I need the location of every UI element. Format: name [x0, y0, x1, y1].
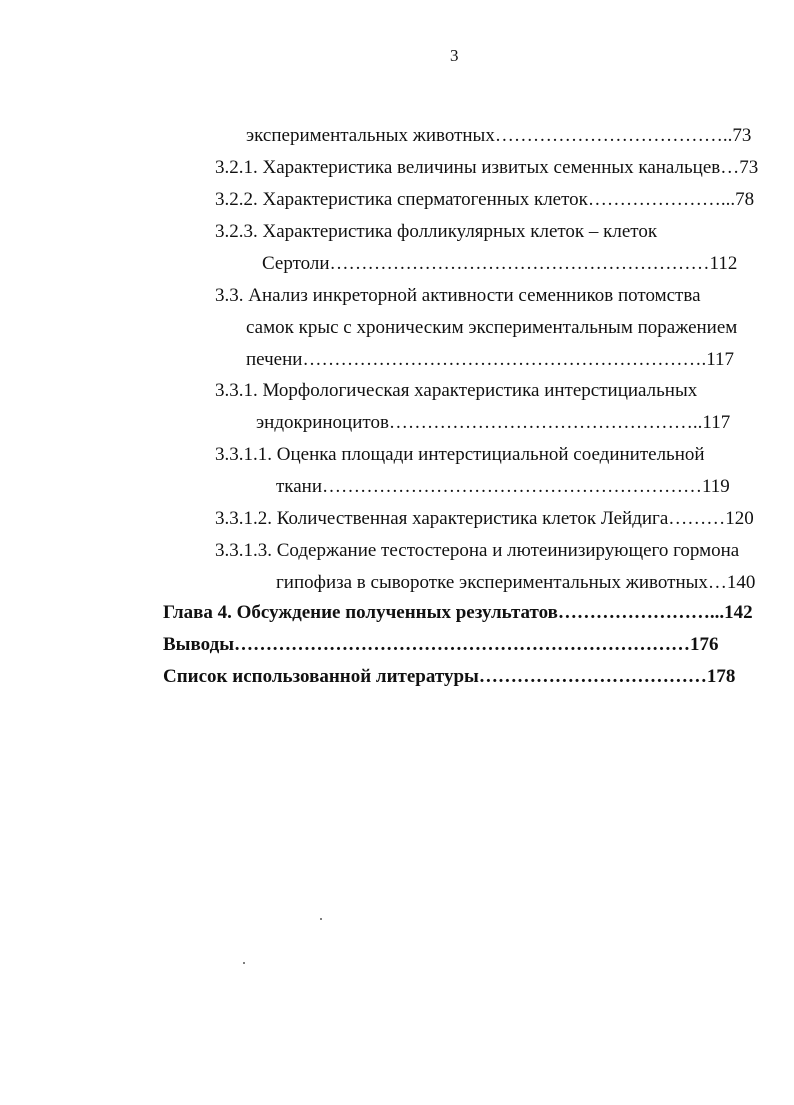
toc-entry-3-3-1-1: 3.3.1.1. Оценка площади интерстициальной соединительной [215, 444, 705, 465]
toc-entry-3-2-2: 3.2.2. Характеристика сперматогенных клеток…………………...78 [215, 189, 755, 210]
toc-entry-3-3-cont2: печени……………………………………………………….117 [246, 349, 734, 370]
toc-entry-references: Список использованной литературы………………………………178 [163, 666, 736, 687]
toc-entry-3-3-1-cont: эндокриноцитов…………………………………………..117 [256, 412, 731, 433]
scan-speck [320, 918, 322, 920]
toc-entry-experimental-animals-cont: экспериментальных животных………………………………..73 [246, 125, 752, 146]
page-number: 3 [450, 46, 459, 65]
toc-entry-3-3-1: 3.3.1. Морфологическая характеристика интерстициальных [215, 380, 698, 401]
toc-entry-3-3-1-2: 3.3.1.2. Количественная характеристика клеток Лейдига………120 [215, 508, 754, 529]
toc-entry-3-3-1-3-cont: гипофиза в сыворотке экспериментальных животных…140 [276, 572, 756, 593]
toc-entry-3-2-3-cont: Сертоли……………………………………………………112 [262, 253, 738, 274]
toc-entry-3-3-1-1-cont: ткани……………………………………………………119 [276, 476, 730, 497]
toc-entry-conclusions: Выводы………………………………………………………………176 [163, 634, 719, 655]
toc-entry-3-3: 3.3. Анализ инкреторной активности семенников потомства [215, 285, 701, 306]
toc-entry-3-3-cont1: самок крыс с хроническим экспериментальным поражением [246, 317, 738, 338]
toc-entry-3-3-1-3: 3.3.1.3. Содержание тестостерона и лютеинизирующего гормона [215, 540, 740, 561]
toc-entry-chapter-4: Глава 4. Обсуждение полученных результатов……………………...142 [163, 602, 753, 623]
toc-entry-3-2-3: 3.2.3. Характеристика фолликулярных клеток – клеток [215, 221, 658, 242]
toc-entry-3-2-1: 3.2.1. Характеристика величины извитых семенных канальцев…73 [215, 157, 759, 178]
scan-speck [243, 962, 245, 964]
